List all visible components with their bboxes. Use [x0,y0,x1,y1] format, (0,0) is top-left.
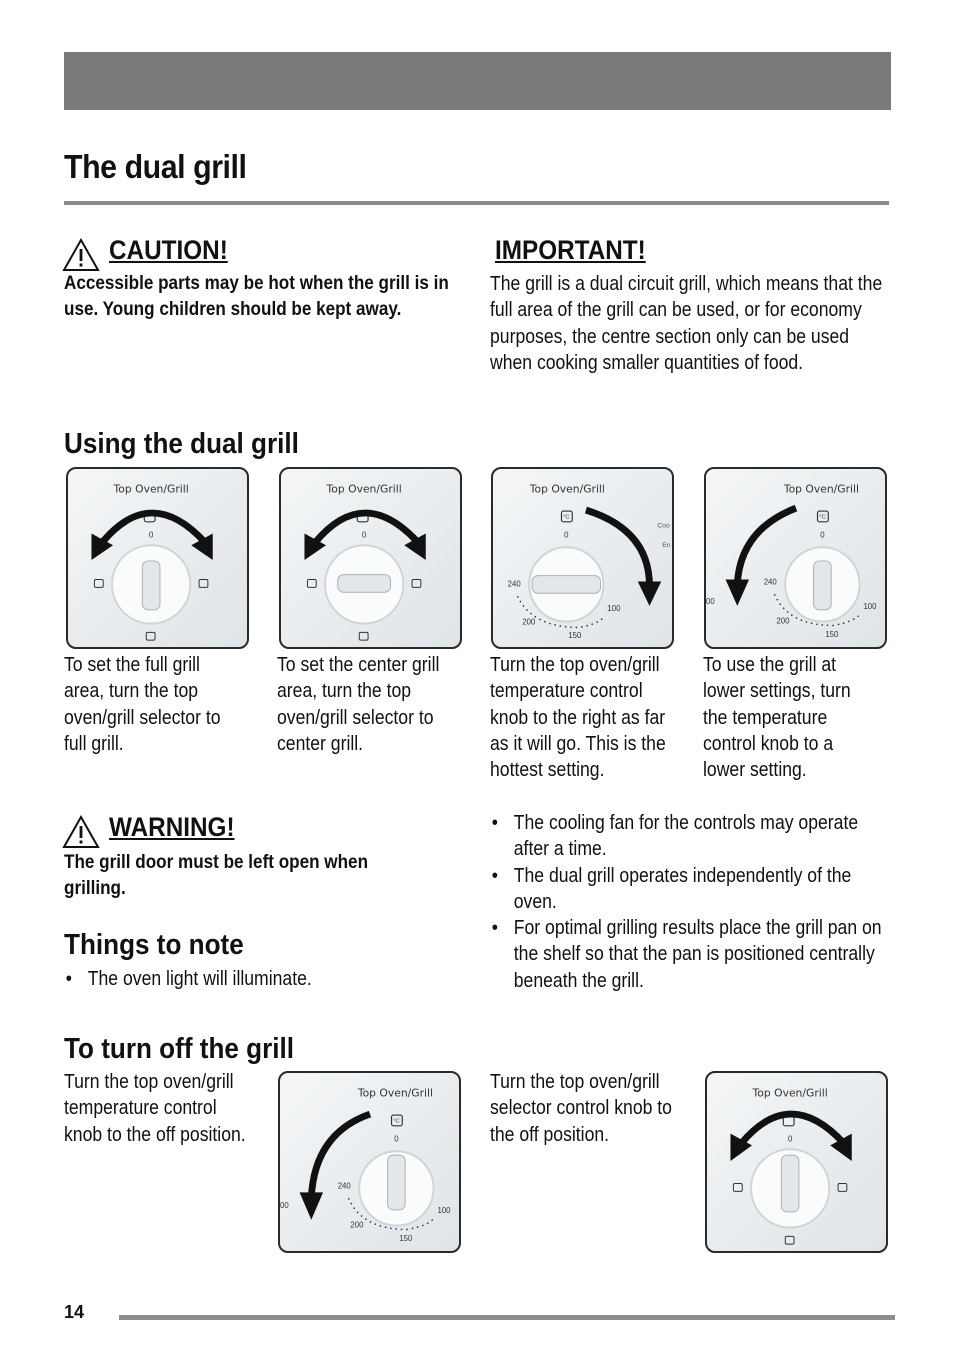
caution-heading: CAUTION! [109,235,228,265]
dial-panel-center-grill [279,467,462,649]
caution-text: Accessible parts may be hot when the grill is in use. Young children should be kept away. [64,273,449,320]
dial-panel-temp-max [491,467,674,649]
dial-100: 100 [863,601,877,611]
dial-en-label: En [662,542,671,550]
caption-full-grill: To set the full grill area, turn the top oven/grill selector to full grill. [64,654,221,755]
notes-heading: Things to note [64,929,244,961]
dial-150: 150 [825,630,839,640]
list-item: • The cooling fan for the controls may operate after a time. [490,810,886,863]
dial-zero: 0 [820,530,825,540]
footer-rule [119,1315,895,1320]
header-bar [64,52,891,110]
svg-text:°C: °C [393,1118,400,1125]
dial-zero: 0 [148,530,154,540]
dial-panel-selector-off [705,1071,888,1253]
dial-zero: 0 [394,1134,399,1144]
dial-panel-temp-off [278,1071,461,1253]
dial-200: 200 [776,616,790,626]
dial-200: 200 [522,617,536,627]
dial-panel-temp-lower [704,467,887,649]
caption-center-grill: To set the center grill area, turn the top oven/grill selector to center grill. [277,654,440,755]
dial-00: 00 [280,1200,289,1210]
important-text: The grill is a dual circuit grill, which means that the full area of the grill can be used, or for economy purposes, the centre section only can be used when cooking smaller quantities of food. [490,273,883,374]
warning-text: The grill door must be left open when grilling. [64,852,369,899]
selector-dial-off [707,1073,886,1251]
dial-zero: 0 [564,530,569,540]
dial-00: 00 [706,596,715,606]
dial-zero: 0 [361,530,367,540]
warning-triangle-icon [62,238,100,272]
dial-label: Top Oven/Grill [529,482,605,496]
notes-list-right [490,810,886,994]
dial-240: 240 [337,1181,351,1191]
dial-240: 240 [763,577,777,587]
turn-off-heading: To turn off the grill [64,1033,295,1065]
dial-200: 200 [350,1220,364,1230]
list-item: • For optimal grilling results place the grill pan on the shelf so that the pan is positioned centrally beneath the grill. [490,915,886,994]
important-heading: IMPORTANT! [495,235,646,265]
dial-label: Top Oven/Grill [113,482,189,496]
selector-dial-full-grill [68,469,247,647]
title-rule [64,201,889,205]
dial-150: 150 [399,1234,413,1244]
notes-list-left [64,966,469,992]
svg-text:°C: °C [819,514,826,521]
turn-off-text-temp: Turn the top oven/grill temperature control knob to the off position. [64,1071,246,1146]
page-title: The dual grill [64,148,247,185]
dial-cool-label: Coo [657,522,670,530]
turn-off-text-selector: Turn the top oven/grill selector control knob to the off position. [490,1071,672,1146]
dial-150: 150 [568,631,582,641]
dial-100: 100 [607,603,621,613]
temperature-dial-lower [706,469,885,647]
list-item: • The dual grill operates independently of the oven. [490,863,886,916]
warning-heading: WARNING! [109,812,235,842]
warning-triangle-icon [62,815,100,849]
caption-temp-lower: To use the grill at lower settings, turn the temperature control knob to a lower setting. [703,654,851,782]
caption-temp-max: Turn the top oven/grill temperature control knob to the right as far as it will go. This is the hottest setting. [490,654,666,782]
dial-label: Top Oven/Grill [357,1086,433,1100]
selector-dial-center-grill [281,469,460,647]
dial-label: Top Oven/Grill [326,482,402,496]
using-heading: Using the dual grill [64,428,299,460]
temperature-dial-off [280,1073,459,1251]
list-item: • The oven light will illuminate. [64,966,469,992]
svg-text:°C: °C [563,514,570,521]
dial-label: Top Oven/Grill [783,482,859,496]
dial-240: 240 [507,579,521,589]
dial-zero: 0 [787,1134,793,1144]
temperature-dial-max [493,469,672,647]
page-number: 14 [64,1302,85,1322]
dial-100: 100 [437,1205,451,1215]
dial-panel-full-grill [66,467,249,649]
dial-label: Top Oven/Grill [752,1086,828,1100]
